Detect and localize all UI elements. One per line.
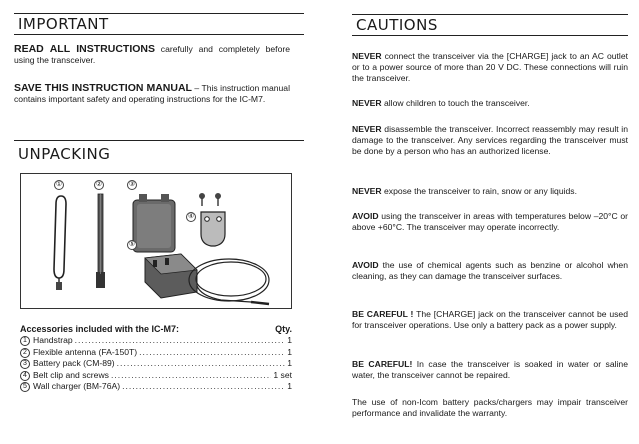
warranty-note <box>352 397 628 419</box>
caution-lead: AVOID <box>352 260 379 270</box>
caution-lead: BE CAREFUL ! <box>352 309 414 319</box>
caution-item <box>352 211 628 233</box>
save-manual-lead: SAVE THIS INSTRUCTION MANUAL <box>14 82 192 94</box>
caution-text: allow children to touch the transceiver. <box>381 98 530 108</box>
list-item <box>20 358 292 370</box>
battery-pack-drawing <box>133 194 175 252</box>
caution-text: expose the transceiver to rain, snow or any liquids. <box>381 186 577 196</box>
warranty-text: The use of non-Icom battery packs/chargers may impair transceiver performance and invalidate the warranty. <box>352 397 628 419</box>
accessories-header-label: Accessories included with the IC-M7: <box>20 324 180 334</box>
caution-item <box>352 359 628 381</box>
save-manual-text: – This instruction manual contains important safety and operating instructions for the IC-M7. <box>14 83 290 105</box>
item-number: 3 <box>20 359 30 369</box>
item-qty: 1 <box>287 346 292 357</box>
callout-3: ③ <box>128 181 136 188</box>
callout-4: ④ <box>187 213 195 220</box>
caution-item <box>352 124 628 158</box>
charger-cord-drawing <box>189 259 269 304</box>
caution-item <box>352 309 628 331</box>
unpacking-title: UNPACKING <box>18 145 111 163</box>
item-name: Battery pack (CM-89) <box>33 358 115 369</box>
caution-lead: NEVER <box>352 98 382 108</box>
screws-drawing <box>199 193 221 206</box>
caution-lead: NEVER <box>352 51 382 61</box>
caution-lead: AVOID <box>352 211 379 221</box>
read-instructions-lead: READ ALL INSTRUCTIONS <box>14 43 155 55</box>
antenna-drawing <box>96 194 105 288</box>
item-number: 5 <box>20 382 30 392</box>
read-instructions-paragraph <box>14 44 290 66</box>
item-qty: 1 set <box>273 369 292 380</box>
list-item <box>20 335 292 347</box>
caution-text: the use of chemical agents such as benzine or alcohol when cleaning, as they can damage the transceiver surfaces. <box>352 260 628 282</box>
item-name: Flexible antenna (FA-150T) <box>33 346 138 357</box>
item-qty: 1 <box>287 335 292 345</box>
read-instructions-text: carefully and completely before using the transceiver. <box>14 44 290 66</box>
callout-2: ② <box>95 181 103 188</box>
belt-clip-drawing <box>201 212 225 246</box>
item-qty: 1 <box>287 358 292 369</box>
caution-lead: NEVER <box>352 186 382 196</box>
item-name: Handstrap <box>33 335 73 345</box>
accessories-list <box>20 335 292 393</box>
caution-item <box>352 51 628 85</box>
caution-text: The [CHARGE] jack on the transceiver cannot be used for transceiver operations. Use only a battery pack as a power supply. <box>352 309 628 331</box>
caution-item <box>352 98 628 109</box>
item-number: 1 <box>20 336 30 346</box>
caution-text: connect the transceiver via the [CHARGE] jack to an AC outlet or to a power source of more than 20 V DC. These connections will ruin the transceiver. <box>352 51 628 84</box>
accessories-illustration <box>20 173 292 309</box>
save-manual-paragraph <box>14 83 290 105</box>
item-number: 2 <box>20 348 30 358</box>
list-item <box>20 347 292 359</box>
important-heading <box>14 13 304 35</box>
caution-text: disassemble the transceiver. Incorrect reassembly may result in damage to the transceiver. Any services regarding the transceiver must be done by a person who has an authorized license. <box>352 124 628 157</box>
caution-lead: BE CAREFUL! <box>352 359 413 369</box>
caution-text: using the transceiver in areas with temperatures below –20°C or above +60°C. The transceiver may operate incorrectly. <box>352 211 628 233</box>
list-item <box>20 370 292 382</box>
item-name: Wall charger (BM-76A) <box>33 381 121 392</box>
item-qty: 1 <box>287 381 292 392</box>
item-name: Belt clip and screws <box>33 369 109 380</box>
unpacking-heading <box>14 140 304 164</box>
caution-item <box>352 186 628 197</box>
cautions-heading <box>352 14 628 36</box>
accessories-drawing <box>21 174 293 310</box>
accessories-header <box>20 324 292 334</box>
callout-5: ⑤ <box>128 241 136 248</box>
callout-1: ① <box>55 181 63 188</box>
caution-item <box>352 260 628 282</box>
item-number: 4 <box>20 371 30 381</box>
list-item <box>20 381 292 393</box>
accessories-header-qty: Qty. <box>275 324 292 334</box>
caution-text: In case the transceiver is soaked in water or saline water, the transceiver cannot be repaired. <box>352 359 628 381</box>
caution-lead: NEVER <box>352 124 382 134</box>
handstrap-drawing <box>54 196 66 290</box>
important-title: IMPORTANT <box>18 15 109 33</box>
cautions-title: CAUTIONS <box>356 16 438 34</box>
